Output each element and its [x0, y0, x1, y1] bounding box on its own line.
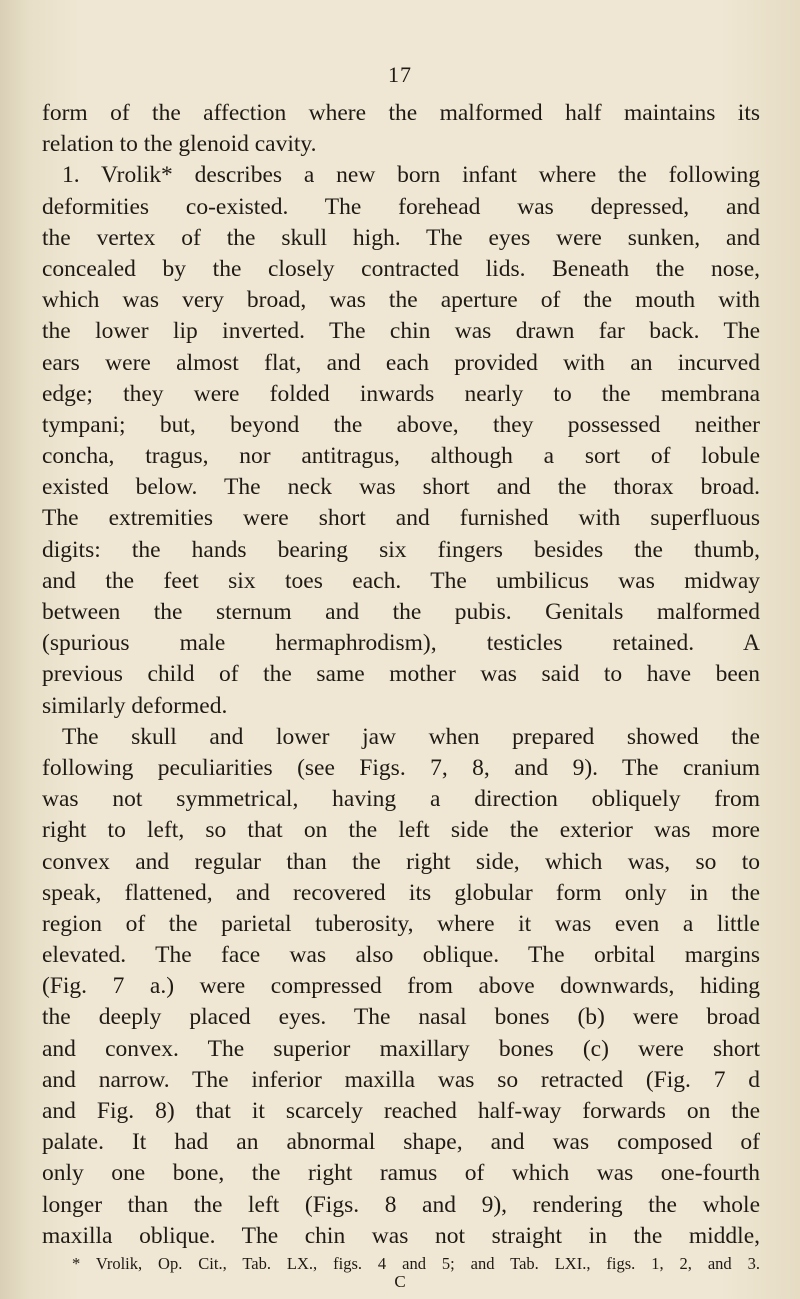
text-line: only one bone, the right ramus of which was one-fourth — [42, 1160, 760, 1187]
text-line: region of the parietal tuberosity, where it was even a little — [42, 910, 760, 937]
text-line: edge; they were folded inwards nearly to the membrana — [42, 380, 760, 407]
footnote: * Vrolik, Op. Cit., Tab. LX., figs. 4 and 5; and Tab. LXI., figs. 1, 2, and 3. — [72, 1254, 760, 1273]
text-line: longer than the left (Figs. 8 and 9), rendering the whole — [42, 1191, 760, 1218]
signature-mark: C — [394, 1272, 406, 1291]
text-line: concealed by the closely contracted lids. Beneath the nose, — [42, 255, 760, 282]
text-line: elevated. The face was also oblique. The orbital margins — [42, 942, 760, 969]
text-line: the vertex of the skull high. The eyes were sunken, and — [42, 224, 760, 251]
text-line: was not symmetrical, having a direction obliquely from — [42, 786, 760, 813]
text-line: and the feet six toes each. The umbilicus was midway — [42, 567, 760, 594]
text-line: following peculiarities (see Figs. 7, 8, and 9). The cranium — [42, 754, 760, 781]
text-line: form of the affection where the malformed half maintains its — [42, 100, 760, 126]
text-line: and Fig. 8) that it scarcely reached half-way forwards on the — [42, 1098, 760, 1124]
text-line: previous child of the same mother was said to have been — [42, 661, 760, 688]
text-line: tympani; but, beyond the above, they possessed neither — [42, 411, 760, 438]
text-line: maxilla oblique. The chin was not straight in the middle, — [42, 1222, 760, 1249]
text-line: relation to the glenoid cavity. — [42, 131, 317, 158]
text-line: (spurious male hermaphrodism), testicles retained. A — [42, 630, 760, 657]
text-line: deformities co-existed. The forehead was depressed, and — [42, 193, 760, 220]
text-line: The extremities were short and furnished with superfluous — [42, 505, 760, 532]
text-line: The skull and lower jaw when prepared showed the — [62, 723, 760, 750]
text-line: right to left, so that on the left side the exterior was more — [42, 817, 760, 844]
text-line: and narrow. The inferior maxilla was so retracted (Fig. 7 d — [42, 1066, 760, 1093]
text-line: speak, flattened, and recovered its globular form only in the — [42, 879, 760, 906]
text-line: ears were almost flat, and each provided with an incurved — [42, 349, 760, 376]
text-line: palate. It had an abnormal shape, and was composed of — [42, 1129, 760, 1156]
text-line: digits: the hands bearing six fingers besides the thumb, — [42, 536, 760, 563]
text-line: similarly deformed. — [42, 692, 228, 719]
text-line: the lower lip inverted. The chin was drawn far back. The — [42, 318, 760, 345]
text-line: between the sternum and the pubis. Genitals malformed — [42, 599, 760, 625]
text-line: and convex. The superior maxillary bones (c) were short — [42, 1035, 760, 1062]
text-line: existed below. The neck was short and the thorax broad. — [42, 474, 760, 501]
body-text — [42, 98, 760, 1252]
text-line: 1. Vrolik* describes a new born infant where the following — [62, 162, 760, 189]
text-line: concha, tragus, nor antitragus, although a sort of lobule — [42, 443, 760, 470]
text-line: (Fig. 7 a.) were compressed from above downwards, hiding — [42, 973, 760, 1000]
text-line: which was very broad, was the aperture of the mouth with — [42, 287, 760, 314]
page-number: 17 — [388, 62, 412, 87]
text-line: convex and regular than the right side, which was, so to — [42, 848, 760, 875]
text-line: the deeply placed eyes. The nasal bones (b) were broad — [42, 1004, 760, 1031]
